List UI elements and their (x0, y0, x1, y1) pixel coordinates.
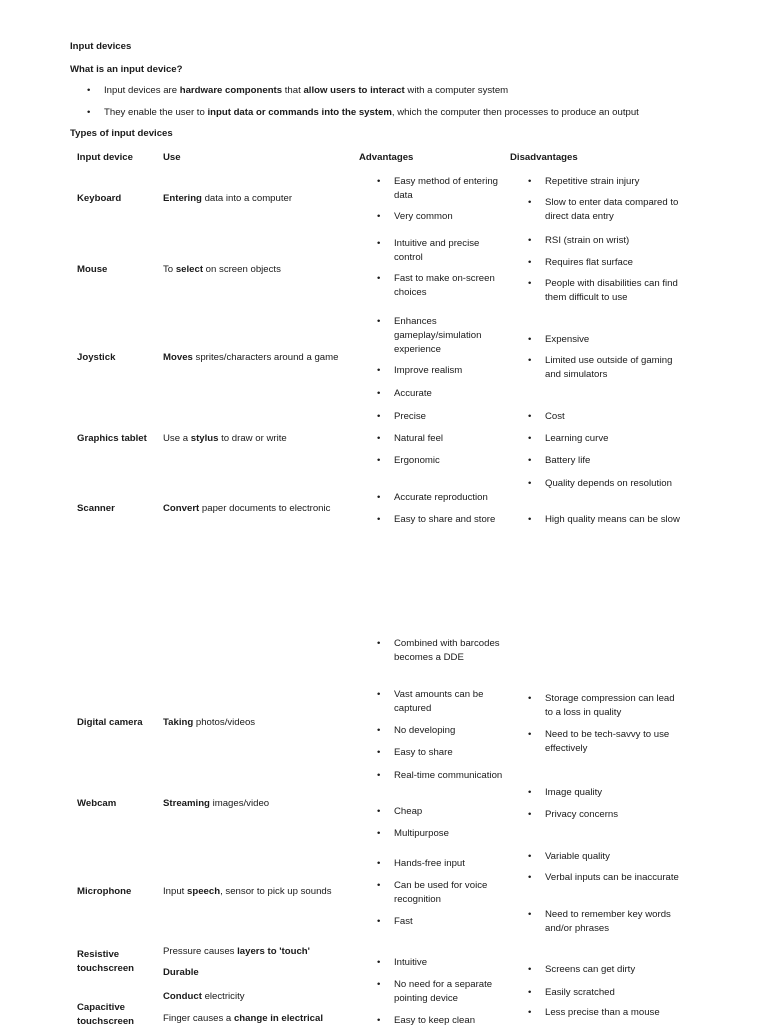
emphasis: Taking (163, 717, 194, 728)
device-use (163, 885, 332, 899)
text-run: , which the computer then processes to produce an output (391, 107, 639, 118)
advantage-item: • Fast (394, 915, 509, 929)
text-run: to draw or write (218, 433, 287, 444)
device-name: Mouse (77, 264, 108, 275)
device-name: Joystick (77, 352, 116, 363)
text-run: Pressure causes (163, 946, 238, 957)
text-run: on screen objects (203, 264, 281, 275)
advantage-item: • Easy to share and store (394, 513, 509, 527)
advantage-item: • Very common (394, 210, 509, 224)
emphasis: change in electrical (233, 1013, 323, 1024)
disadvantage-item: • Less precise than a mouse (545, 1006, 685, 1020)
device-use (163, 797, 269, 811)
text-run: paper documents to electronic (199, 503, 331, 514)
disadvantage-item: • Image quality (545, 786, 685, 800)
text-run: Input devices are (104, 85, 180, 96)
disadvantage-item: • Need to remember key words and/or phrases (545, 908, 685, 936)
disadvantage-item: • Requires flat surface (545, 256, 685, 270)
advantage-item: • Accurate reproduction (394, 491, 509, 505)
device-name: Scanner (77, 503, 115, 514)
advantage-item: • Accurate (394, 387, 509, 401)
disadvantage-item: • People with disabilities can find them difficult to use (545, 277, 685, 305)
device-name: Resistive touchscreen (77, 949, 135, 974)
disadvantage-item: • Screens can get dirty (545, 963, 685, 977)
header-input-device: Input device (77, 152, 133, 163)
header-disadvantages: Disadvantages (510, 152, 578, 163)
emphasis: Durable (163, 967, 199, 978)
advantage-item: • Easy method of entering data (394, 175, 509, 203)
device-use (163, 716, 255, 730)
text-run: To (163, 264, 176, 275)
advantage-item: • Vast amounts can be captured (394, 688, 509, 716)
device-use (163, 502, 330, 516)
device-name: Keyboard (77, 193, 122, 204)
emphasis: layers to 'touch' (237, 946, 310, 957)
text-run: Input (163, 886, 188, 897)
disadvantage-item: • Repetitive strain injury (545, 175, 685, 189)
device-use (163, 192, 292, 206)
advantage-item: • Combined with barcodes becomes a DDE (394, 637, 509, 665)
page-title: Input devices (70, 41, 132, 52)
advantage-item: • Improve realism (394, 364, 509, 378)
disadvantage-item: • Need to be tech-savvy to use effectively (545, 728, 685, 756)
intro-item-text (88, 85, 508, 96)
advantage-item: • No developing (394, 724, 509, 738)
disadvantage-item: • Storage compression can lead to a loss in quality (545, 692, 685, 720)
disadvantage-item: • Battery life (545, 454, 685, 468)
text-run: Finger causes a (163, 1013, 234, 1024)
disadvantage-item: • Expensive (545, 333, 685, 347)
emphasis: Streaming (163, 798, 210, 809)
intro-item-text (88, 107, 639, 118)
disadvantage-item: • Limited use outside of gaming and simulators (545, 354, 685, 382)
device-use (163, 945, 310, 959)
emphasis: allow users to interact (303, 85, 405, 96)
text-run: sprites/characters around a game (192, 352, 339, 363)
device-name: Capacitive touchscreen (77, 1002, 135, 1027)
advantage-item: • Multipurpose (394, 827, 509, 841)
intro-item (88, 107, 639, 118)
advantage-item: • Cheap (394, 805, 509, 819)
advantage-item: • Intuitive (394, 956, 509, 970)
device-use (163, 263, 281, 277)
emphasis: Conduct (163, 991, 202, 1002)
emphasis: hardware components (179, 85, 283, 96)
emphasis: Moves (163, 352, 193, 363)
advantage-item: • Intuitive and precise control (394, 237, 509, 265)
intro-item (88, 85, 508, 96)
emphasis: Convert (163, 503, 200, 514)
device-name: Microphone (77, 886, 132, 897)
text-run: that (282, 85, 304, 96)
disadvantage-item: • Easily scratched (545, 986, 685, 1000)
disadvantage-item: • Slow to enter data compared to direct data entry (545, 196, 685, 224)
disadvantage-item: • Variable quality (545, 850, 685, 864)
text-run: , sensor to pick up sounds (220, 886, 332, 897)
advantage-item: • Easy to keep clean (394, 1014, 509, 1028)
types-heading: Types of input devices (70, 128, 173, 139)
disadvantage-item: • Learning curve (545, 432, 685, 446)
device-name: Graphics tablet (77, 433, 147, 444)
advantage-item: • Can be used for voice recognition (394, 879, 509, 907)
text-run: Use a (163, 433, 191, 444)
text-run: with a computer system (404, 85, 509, 96)
disadvantage-item: • Cost (545, 410, 685, 424)
advantage-item: • Hands-free input (394, 857, 509, 871)
text-run: electricity (201, 991, 245, 1002)
emphasis: speech (187, 886, 221, 897)
emphasis: Entering (163, 193, 202, 204)
device-name: Digital camera (77, 717, 143, 728)
text-run: photos/videos (193, 717, 256, 728)
header-advantages: Advantages (359, 152, 414, 163)
emphasis: select (175, 264, 204, 275)
disadvantage-item: • Quality depends on resolution (545, 477, 685, 491)
advantage-item: • Easy to share (394, 746, 509, 760)
advantage-item: • Enhances gameplay/simulation experience (394, 315, 509, 357)
advantage-item: • Ergonomic (394, 454, 509, 468)
advantage-item: • Fast to make on-screen choices (394, 272, 509, 300)
device-use (163, 351, 338, 365)
disadvantage-item: • Verbal inputs can be inaccurate (545, 871, 685, 885)
disadvantage-item: • Privacy concerns (545, 808, 685, 822)
emphasis: input data or commands into the system (207, 107, 392, 118)
advantage-item: • Natural feel (394, 432, 509, 446)
device-name: Webcam (77, 798, 117, 809)
text-run: They enable the user to (104, 107, 208, 118)
advantage-item: • No need for a separate pointing device (394, 978, 509, 1006)
emphasis: stylus (190, 433, 219, 444)
advantage-item: • Real-time communication (394, 769, 509, 783)
device-use (163, 966, 199, 980)
advantage-item: • Precise (394, 410, 509, 424)
text-run: images/video (209, 798, 270, 809)
section-question: What is an input device? (70, 64, 183, 75)
device-use (163, 990, 245, 1004)
text-run: data into a computer (201, 193, 293, 204)
header-use: Use (163, 152, 181, 163)
device-use (163, 432, 287, 446)
disadvantage-item: • RSI (strain on wrist) (545, 234, 685, 248)
disadvantage-item: • High quality means can be slow (545, 513, 685, 527)
